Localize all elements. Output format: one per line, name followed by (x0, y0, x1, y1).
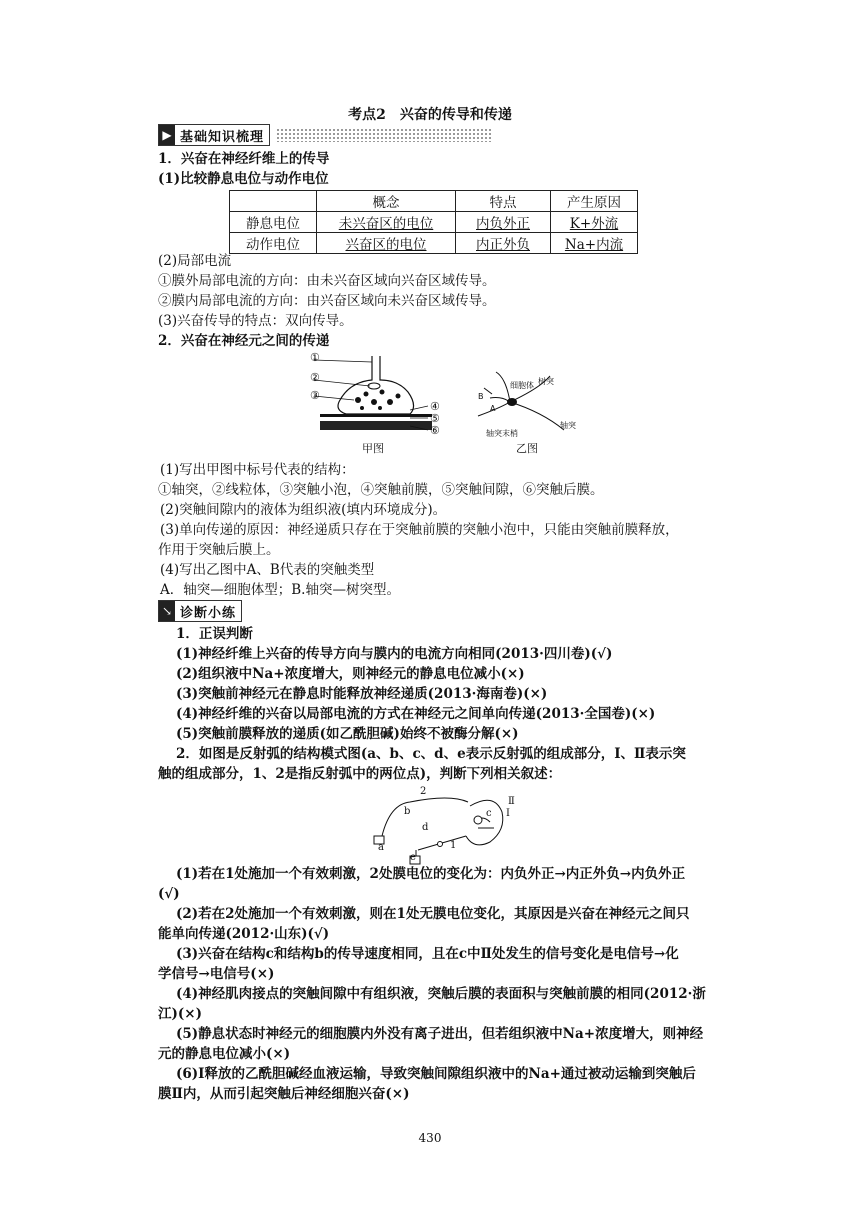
table-header: 特点 (456, 191, 551, 212)
figure-jia-number: ② (310, 371, 320, 384)
figure-yi-label: 轴突 (560, 421, 576, 430)
judgement-item: (5)静息状态时神经元的细胞膜内外没有离子进出，但若组织液中Na+浓度增大，则神经 (176, 1026, 704, 1042)
table-cell: 内正外负 (456, 233, 551, 254)
figure-jia-number: ① (310, 351, 320, 364)
figure-caption: 乙图 (516, 442, 538, 455)
figure-jia-number: ⑥ (430, 424, 440, 437)
judgement-item: 江)(×) (158, 1006, 202, 1022)
figure-label: a (378, 842, 384, 853)
heading-1: 1．兴奋在神经纤维上的传导 (158, 151, 330, 167)
banner-tag (158, 600, 242, 622)
judgement-item: (2)若在2处施加一个有效刺激，则在1处无膜电位变化，其原因是兴奋在神经元之间只 (176, 906, 690, 922)
table-cell: 内负外正 (456, 212, 551, 233)
question: 作用于突触后膜上。 (158, 542, 280, 558)
judgement-item: (1)神经纤维上兴奋的传导方向与膜内的电流方向相同(2013·四川卷)(√) (176, 646, 613, 662)
figure-jia-number: ③ (310, 389, 320, 402)
section-banner-basic (158, 124, 491, 146)
figure-label: 1 (450, 840, 457, 851)
figure-jia-number: ④ (430, 400, 440, 413)
question: (3)单向传递的原因：神经递质只存在于突触前膜的突触小泡中，只能由突触前膜释放， (160, 522, 679, 538)
banner-tag (158, 124, 270, 146)
text-line: (3)兴奋传导的特点：双向传导。 (158, 313, 353, 329)
page-number: 430 (418, 1131, 442, 1145)
comparison-table (229, 190, 638, 254)
arrow-down-right-icon: ↘ (159, 601, 175, 621)
banner-label: 基础知识梳理 (180, 129, 265, 145)
judgement-item: 元的静息电位减小(×) (158, 1046, 291, 1062)
table-row (230, 212, 638, 233)
figure-yi-label: 细胞体 (510, 381, 534, 390)
table-cell: 未兴奋区的电位 (317, 212, 456, 233)
figure-label: Ⅰ (506, 808, 510, 819)
question-stem: 2．如图是反射弧的结构模式图(a、b、c、d、e表示反射弧的组成部分，Ⅰ、Ⅱ表示突 (176, 746, 686, 762)
heading: 1．正误判断 (176, 626, 253, 642)
judgement-item: (4)神经肌肉接点的突触间隙中有组织液，突触后膜的表面积与突触前膜的相同(2012·浙 (176, 986, 706, 1002)
answer: ①轴突，②线粒体，③突触小泡，④突触前膜，⑤突触间隙，⑥突触后膜。 (158, 482, 604, 498)
question: (4)写出乙图中A、B代表的突触类型 (160, 562, 375, 578)
judgement-item: (2)组织液中Na+浓度增大，则神经元的静息电位减小(×) (176, 666, 525, 682)
judgement-item: 学信号→电信号(×) (158, 966, 275, 982)
figure-yi-label: B (478, 392, 484, 401)
judgement-item: (√) (158, 886, 180, 902)
answer: A．轴突—细胞体型；B.轴突—树突型。 (160, 582, 400, 598)
synapse-figure-jia (310, 352, 450, 454)
question: (2)突触间隙内的液体为组织液(填内环境成分)。 (160, 502, 447, 518)
figure-caption: 甲图 (362, 442, 384, 455)
judgement-item: 能单向传递(2012·山东)(√) (158, 926, 330, 942)
judgement-item: (5)突触前膜释放的递质(如乙酰胆碱)始终不被酶分解(×) (176, 726, 519, 742)
subheading: (2)局部电流 (158, 253, 232, 269)
judgement-item: (3)突触前神经元在静息时能释放神经递质(2013·海南卷)(×) (176, 686, 548, 702)
section-banner-practice (158, 600, 242, 622)
reflex-arc-figure (370, 784, 530, 866)
judgement-item: (4)神经纤维的兴奋以局部电流的方式在神经元之间单向传递(2013·全国卷)(×) (176, 706, 656, 722)
figure-label: b (404, 806, 411, 817)
subheading: (1)比较静息电位与动作电位 (158, 171, 329, 187)
table-cell: 兴奋区的电位 (317, 233, 456, 254)
page-title: 考点2 兴奋的传导和传递 (348, 107, 512, 123)
figure-label: Ⅱ (508, 796, 515, 807)
figure-label: c (486, 808, 492, 819)
figure-yi-label: A (490, 404, 496, 413)
table-cell: 静息电位 (230, 212, 317, 233)
figure-label: e (410, 852, 416, 863)
judgement-item: (1)若在1处施加一个有效刺激，2处膜电位的变化为：内负外正→内正外负→内负外正 (176, 866, 686, 882)
triangle-right-icon: ▶ (159, 125, 175, 145)
figure-yi-label: 轴突末梢 (486, 429, 518, 438)
question: (1)写出甲图中标号代表的结构： (160, 462, 355, 478)
judgement-item: (3)兴奋在结构c和结构b的传导速度相同，且在c中Ⅱ处发生的信号变化是电信号→化 (176, 946, 679, 962)
table-header (230, 191, 317, 212)
table-header: 概念 (317, 191, 456, 212)
question-stem: 触的组成部分，1、2是指反射弧中的两位点)，判断下列相关叙述： (158, 766, 562, 782)
figure-jia-number: ⑤ (430, 412, 440, 425)
figure-yi-label: 树突 (538, 377, 554, 386)
banner-label: 诊断小练 (180, 605, 237, 621)
table-cell: K+外流 (551, 212, 638, 233)
figure-label: 2 (420, 786, 427, 797)
table-header: 产生原因 (551, 191, 638, 212)
table-header-row (230, 191, 638, 212)
figure-label: d (422, 822, 429, 833)
judgement-item: 膜Ⅱ内，从而引起突触后神经细胞兴奋(×) (158, 1086, 410, 1102)
heading-2: 2．兴奋在神经元之间的传递 (158, 333, 330, 349)
judgement-item: (6)Ⅰ释放的乙酰胆碱经血液运输，导致突触间隙组织液中的Na+通过被动运输到突触后 (176, 1066, 696, 1082)
table-cell: Na+内流 (551, 233, 638, 254)
text-line: ②膜内局部电流的方向：由兴奋区域向未兴奋区域传导。 (158, 293, 496, 309)
dotted-rule (276, 128, 491, 142)
text-line: ①膜外局部电流的方向：由未兴奋区域向兴奋区域传导。 (158, 273, 496, 289)
table-cell: 动作电位 (230, 233, 317, 254)
